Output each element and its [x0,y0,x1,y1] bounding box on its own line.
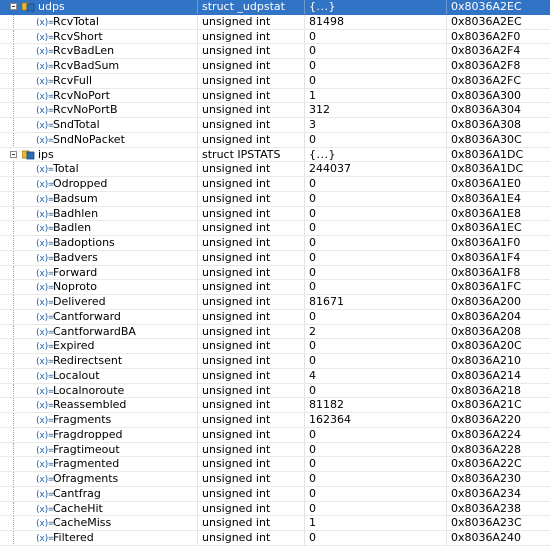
variable-name: RcvNoPort [53,88,110,102]
table-row[interactable] [0,280,550,295]
name-cell[interactable] [0,207,198,221]
value-cell[interactable]: 312 [305,103,447,117]
type-cell: unsigned int [198,44,305,58]
type-cell: unsigned int [198,339,305,353]
variable-name: CacheHit [53,501,103,515]
field-variable-icon: (x)= [35,209,53,220]
name-cell[interactable] [0,236,198,250]
type-cell: struct _udpstat [198,0,305,14]
variable-name: RcvBadLen [53,44,115,58]
name-cell[interactable] [0,177,198,191]
address-cell: 0x8036A224 [451,427,522,441]
value-cell[interactable]: 0 [305,443,447,457]
name-cell[interactable] [0,0,198,14]
type-cell: unsigned int [198,89,305,103]
table-row[interactable] [0,236,550,251]
address-cell: 0x8036A30C [451,132,522,146]
variable-name: RcvShort [53,29,103,43]
tree-connector [13,236,14,250]
type-cell: unsigned int [198,413,305,427]
field-variable-icon: (x)= [35,239,53,249]
value-cell[interactable]: 0 [305,487,447,501]
address-cell: 0x8036A2EC [451,14,522,28]
field-variable-icon: (x)= [35,460,53,471]
name-cell[interactable] [0,221,198,235]
variable-name: Badoptions [53,236,115,249]
type-cell: unsigned int [198,221,305,235]
value-cell[interactable]: 81671 [305,295,447,309]
type-cell: unsigned int [198,531,305,545]
tree-connector [13,369,14,383]
field-variable-icon: (x)= [35,76,53,87]
type-cell: unsigned int [198,280,305,294]
name-cell[interactable] [0,339,198,353]
address-cell: 0x8036A1E4 [451,191,521,205]
field-variable-icon: (x)= [35,416,53,426]
variable-name: Ofragments [53,472,119,485]
address-cell: 0x8036A220 [451,413,522,426]
value-cell[interactable]: 0 [305,74,447,88]
field-variable-icon: (x)= [35,475,53,485]
table-row[interactable] [0,369,550,384]
value-cell[interactable]: 0 [305,472,447,486]
type-cell: unsigned int [198,295,305,309]
value-cell[interactable]: 0 [305,30,447,44]
address-cell: 0x8036A228 [451,442,522,456]
type-cell: unsigned int [198,133,305,147]
tree-connector [13,251,14,265]
table-row[interactable] [0,89,550,104]
type-cell: unsigned int [198,103,305,117]
tree-connector [13,295,14,309]
name-cell[interactable] [0,354,198,368]
table-row[interactable] [0,428,550,443]
value-cell[interactable]: 3 [305,118,447,132]
variable-name: Odropped [53,177,108,190]
field-variable-icon: (x)= [35,386,53,397]
address-cell: 0x8036A1F4 [451,250,521,264]
tree-connector [13,221,14,235]
table-row[interactable] [0,59,550,74]
address-cell: 0x8036A230 [451,472,522,485]
address-cell: 0x8036A238 [451,501,522,515]
field-variable-icon: (x)= [35,268,53,279]
tree-connector [13,118,14,132]
table-row[interactable] [0,266,550,281]
name-cell[interactable] [0,266,198,280]
address-cell: 0x8036A20C [451,339,522,353]
address-cell: 0x8036A304 [451,103,522,117]
address-cell: 0x8036A1DC [451,162,524,176]
table-row[interactable] [0,443,550,458]
table-row[interactable] [0,221,550,236]
tree-connector [13,516,14,530]
variable-name: Reassembled [53,398,127,412]
field-variable-icon: (x)= [35,445,53,456]
struct-icon [22,150,35,160]
table-row[interactable] [0,133,550,148]
table-row[interactable] [0,251,550,266]
collapse-toggle-icon[interactable] [10,151,17,158]
field-variable-icon: (x)= [35,342,53,353]
tree-connector [13,133,14,147]
struct-icon [22,2,35,12]
tree-connector [13,280,14,294]
type-cell: unsigned int [198,192,305,206]
tree-connector [13,502,14,516]
field-variable-icon: (x)= [35,489,53,500]
variable-name: Fragmented [53,457,120,471]
variable-name: Forward [53,265,98,279]
name-cell[interactable] [0,251,198,265]
table-row[interactable] [0,162,550,177]
struct-row[interactable] [0,148,550,163]
value-cell[interactable]: 0 [305,251,447,265]
tree-connector [13,44,14,58]
field-variable-icon: (x)= [35,298,53,308]
value-cell[interactable]: 0 [305,384,447,398]
field-variable-icon: (x)= [35,47,53,58]
type-cell: unsigned int [198,457,305,471]
value-cell[interactable]: 0 [305,44,447,58]
table-row[interactable] [0,384,550,399]
address-cell: 0x8036A1EC [451,221,522,235]
name-cell[interactable] [0,118,198,132]
tree-connector [13,413,14,427]
value-cell[interactable]: {...} [305,0,447,14]
name-cell[interactable] [0,428,198,442]
field-variable-icon: (x)= [35,519,53,530]
variable-name: Badsum [53,191,98,205]
type-cell: unsigned int [198,398,305,412]
type-cell: unsigned int [198,162,305,176]
name-cell[interactable] [0,103,198,117]
value-cell[interactable]: 0 [305,457,447,471]
table-row[interactable] [0,177,550,192]
field-variable-icon: (x)= [35,430,53,441]
address-cell: 0x8036A2F8 [451,59,521,72]
type-cell: unsigned int [198,325,305,339]
variable-name: SndTotal [53,118,100,131]
address-cell: 0x8036A2FC [451,73,522,87]
address-cell: 0x8036A1F0 [451,236,521,249]
variable-name: Delivered [53,295,106,308]
address-cell: 0x8036A208 [451,324,522,338]
address-cell: 0x8036A308 [451,118,522,131]
table-row[interactable] [0,192,550,207]
address-cell: 0x8036A21C [451,398,522,412]
table-row[interactable] [0,413,550,428]
value-cell[interactable]: 2 [305,325,447,339]
table-row[interactable] [0,325,550,340]
value-cell[interactable]: 0 [305,266,447,280]
variable-name: Localout [53,368,100,382]
variable-name: Redirectsent [53,354,123,367]
address-cell: 0x8036A234 [451,486,522,500]
variable-name: CantforwardBA [53,324,136,338]
tree-connector [13,457,14,471]
type-cell: unsigned int [198,59,305,73]
value-cell[interactable]: 0 [305,236,447,250]
address-cell: 0x8036A2F4 [451,44,521,58]
address-cell: 0x8036A23C [451,516,522,530]
address-cell: 0x8036A1E0 [451,177,521,190]
name-cell[interactable] [0,369,198,383]
value-cell[interactable]: 4 [305,369,447,383]
field-variable-icon: (x)= [35,121,53,131]
variable-name: Badlen [53,221,92,235]
table-row[interactable] [0,354,550,369]
table-row[interactable] [0,457,550,472]
variable-name: RcvBadSum [53,59,120,72]
value-cell[interactable]: 0 [305,192,447,206]
field-variable-icon: (x)= [35,534,53,544]
tree-connector [13,74,14,88]
type-cell: unsigned int [198,236,305,250]
address-cell: 0x8036A1DC [451,147,524,161]
field-variable-icon: (x)= [35,194,53,205]
tree-connector [13,15,14,29]
name-cell[interactable] [0,384,198,398]
tree-connector [13,443,14,457]
tree-connector [13,310,14,324]
variable-name: Cantforward [53,309,121,323]
variable-name: Cantfrag [53,486,101,500]
address-cell: 0x8036A210 [451,354,522,367]
value-cell[interactable]: 1 [305,89,447,103]
variable-name: Expired [53,339,95,353]
tree-connector [13,59,14,73]
name-cell[interactable] [0,398,198,412]
tree-connector [13,177,14,191]
tree-connector [13,30,14,44]
name-cell[interactable] [0,15,198,29]
address-cell: 0x8036A2F0 [451,29,521,43]
variable-name: Fragdropped [53,427,123,441]
address-cell: 0x8036A1F8 [451,265,521,279]
tree-connector [13,487,14,501]
field-variable-icon: (x)= [35,312,53,323]
name-cell[interactable] [0,59,198,73]
variable-name: Total [53,162,79,176]
name-cell[interactable] [0,443,198,457]
type-cell: unsigned int [198,30,305,44]
value-cell[interactable]: 0 [305,59,447,73]
type-cell: struct IPSTATS [198,148,305,162]
value-cell[interactable]: 0 [305,310,447,324]
field-variable-icon: (x)= [35,32,53,43]
variable-name: Badvers [53,250,98,264]
variable-name: CacheMiss [53,516,112,530]
tree-connector [13,339,14,353]
name-cell[interactable] [0,325,198,339]
tree-connector [13,103,14,117]
table-row[interactable] [0,295,550,310]
value-cell[interactable]: {...} [305,148,447,162]
address-cell: 0x8036A2EC [451,0,522,13]
field-variable-icon: (x)= [35,327,53,338]
type-cell: unsigned int [198,516,305,530]
name-cell[interactable] [0,148,198,162]
tree-connector [13,266,14,280]
address-cell: 0x8036A1FC [451,280,522,294]
table-row[interactable] [0,207,550,222]
type-cell: unsigned int [198,443,305,457]
value-cell[interactable]: 0 [305,339,447,353]
table-row[interactable] [0,487,550,502]
name-cell[interactable] [0,487,198,501]
name-cell[interactable] [0,516,198,530]
address-cell: 0x8036A240 [451,531,522,544]
name-cell[interactable] [0,133,198,147]
value-cell[interactable]: 1 [305,516,447,530]
table-row[interactable] [0,339,550,354]
type-cell: unsigned int [198,384,305,398]
type-cell: unsigned int [198,428,305,442]
field-variable-icon: (x)= [35,283,53,294]
tree-connector [13,428,14,442]
name-cell[interactable] [0,74,198,88]
value-cell[interactable]: 0 [305,221,447,235]
table-row[interactable] [0,30,550,45]
value-cell[interactable]: 244037 [305,162,447,176]
value-cell[interactable]: 0 [305,177,447,191]
type-cell: unsigned int [198,251,305,265]
value-cell[interactable]: 81498 [305,15,447,29]
table-row[interactable] [0,502,550,517]
value-cell[interactable]: 0 [305,280,447,294]
table-row[interactable] [0,472,550,487]
name-cell[interactable] [0,162,198,176]
field-variable-icon: (x)= [35,106,53,117]
value-cell[interactable]: 0 [305,207,447,221]
address-cell: 0x8036A214 [451,368,522,382]
address-cell: 0x8036A200 [451,295,522,308]
address-cell: 0x8036A204 [451,309,522,323]
type-cell: unsigned int [198,487,305,501]
name-cell[interactable] [0,30,198,44]
name-cell[interactable] [0,295,198,309]
name-cell[interactable] [0,531,198,545]
variable-name: Fragtimeout [53,442,120,456]
value-cell[interactable]: 0 [305,502,447,516]
variable-name: Fragments [53,413,112,426]
variable-name: Localnoroute [53,383,125,397]
tree-connector [13,207,14,221]
address-cell: 0x8036A300 [451,88,522,102]
field-variable-icon: (x)= [35,135,53,146]
variable-name: RcvNoPortB [53,103,118,117]
name-cell[interactable] [0,192,198,206]
variable-name: ips [38,147,54,161]
name-cell[interactable] [0,457,198,471]
field-variable-icon: (x)= [35,91,53,102]
table-row[interactable] [0,310,550,325]
table-row[interactable] [0,103,550,118]
variable-name: SndNoPacket [53,132,125,146]
address-cell: 0x8036A1E8 [451,206,521,220]
collapse-toggle-icon[interactable] [10,3,17,10]
field-variable-icon: (x)= [35,180,53,190]
field-variable-icon: (x)= [35,17,53,28]
type-cell: unsigned int [198,369,305,383]
value-cell[interactable]: 81182 [305,398,447,412]
table-row[interactable] [0,531,550,546]
field-variable-icon: (x)= [35,165,53,176]
field-variable-icon: (x)= [35,62,53,72]
tree-connector [13,89,14,103]
type-cell: unsigned int [198,502,305,516]
address-cell: 0x8036A218 [451,383,522,397]
type-cell: unsigned int [198,118,305,132]
name-cell[interactable] [0,89,198,103]
table-row[interactable] [0,516,550,531]
type-cell: unsigned int [198,74,305,88]
address-cell: 0x8036A22C [451,457,522,471]
name-cell[interactable] [0,44,198,58]
table-row[interactable] [0,398,550,413]
name-cell[interactable] [0,310,198,324]
tree-connector [13,472,14,486]
type-cell: unsigned int [198,177,305,191]
variable-name: Badhlen [53,206,99,220]
tree-connector [13,354,14,368]
variable-name: RcvFull [53,73,93,87]
value-cell[interactable]: 162364 [305,413,447,427]
table-row[interactable] [0,74,550,89]
tree-connector [13,384,14,398]
value-cell[interactable]: 0 [305,133,447,147]
type-cell: unsigned int [198,310,305,324]
type-cell: unsigned int [198,207,305,221]
field-variable-icon: (x)= [35,504,53,515]
type-cell: unsigned int [198,15,305,29]
type-cell: unsigned int [198,266,305,280]
table-row[interactable] [0,44,550,59]
name-cell[interactable] [0,502,198,516]
variable-name: Noproto [53,280,97,294]
type-cell: unsigned int [198,472,305,486]
field-variable-icon: (x)= [35,371,53,382]
field-variable-icon: (x)= [35,224,53,235]
table-row[interactable] [0,118,550,133]
field-variable-icon: (x)= [35,357,53,367]
tree-connector [13,192,14,206]
tree-connector [13,398,14,412]
tree-connector [13,531,14,545]
tree-connector [13,162,14,176]
value-cell[interactable]: 0 [305,531,447,545]
value-cell[interactable]: 0 [305,354,447,368]
value-cell[interactable]: 0 [305,428,447,442]
type-cell: unsigned int [198,354,305,368]
variable-name: RcvTotal [53,14,99,28]
struct-row[interactable] [0,0,550,15]
variable-name: udps [38,0,65,13]
field-variable-icon: (x)= [35,401,53,412]
name-cell[interactable] [0,280,198,294]
table-row[interactable] [0,15,550,30]
variable-name: Filtered [53,531,94,544]
tree-connector [13,325,14,339]
name-cell[interactable] [0,472,198,486]
name-cell[interactable] [0,413,198,427]
field-variable-icon: (x)= [35,253,53,264]
